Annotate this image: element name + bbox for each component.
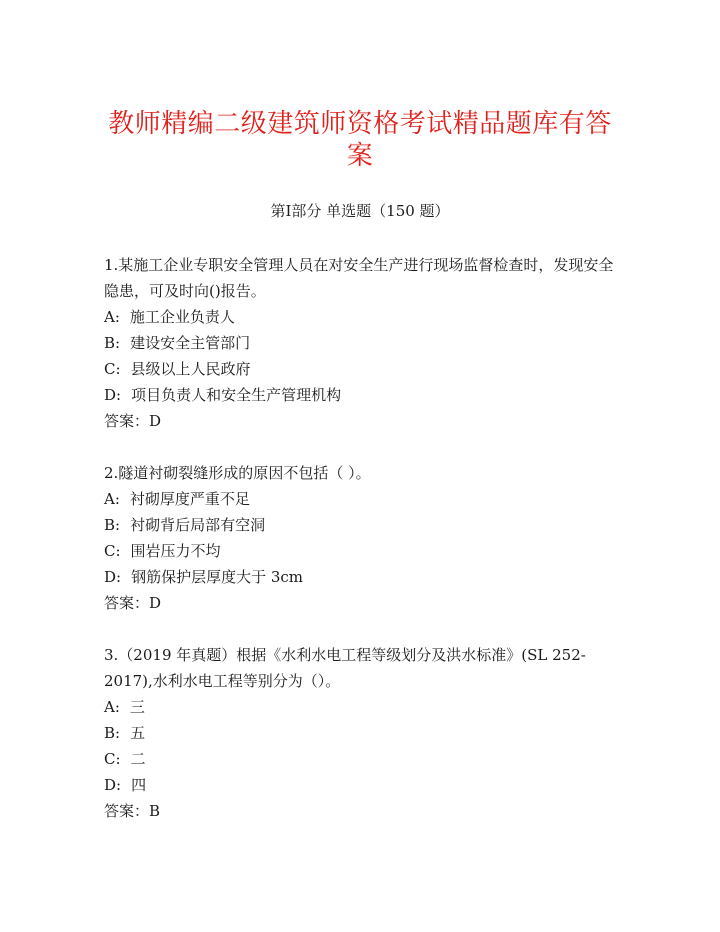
option-text: 县级以上人民政府 — [130, 360, 251, 378]
option-text: 施工企业负责人 — [129, 308, 235, 326]
answer-value: D — [149, 594, 162, 612]
option-b — [104, 512, 624, 538]
question-2 — [104, 460, 624, 616]
option-c — [104, 746, 624, 772]
option-key: D: — [104, 776, 122, 794]
question-list — [104, 252, 624, 850]
option-text: 衬砌背后局部有空洞 — [130, 516, 266, 534]
option-key: B: — [104, 516, 121, 534]
option-key: A: — [104, 308, 120, 326]
option-a — [104, 304, 624, 330]
option-d — [104, 772, 624, 798]
option-text: 围岩压力不均 — [130, 542, 221, 560]
question-3 — [104, 642, 624, 824]
option-key: C: — [104, 360, 121, 378]
option-key: A: — [104, 698, 120, 716]
option-text: 五 — [130, 724, 146, 742]
question-1 — [104, 252, 624, 434]
option-text: 建设安全主管部门 — [130, 334, 251, 352]
document-title: 教师精编二级建筑师资格考试精品题库有答案 — [108, 109, 612, 171]
option-text: 项目负责人和安全生产管理机构 — [131, 386, 342, 404]
option-key: D: — [104, 568, 122, 586]
option-text: 四 — [131, 776, 147, 794]
answer-line — [104, 798, 624, 824]
question-stem: 3.（2019 年真题）根据《水利水电工程等级划分及洪水标准》(SL 252-2017),水利水电工程等别分为（）。 — [104, 646, 586, 690]
answer-label: 答案： — [104, 594, 150, 612]
option-key: C: — [104, 750, 121, 768]
answer-label: 答案： — [104, 412, 150, 430]
option-a — [104, 486, 624, 512]
option-text: 钢筋保护层厚度大于 3cm — [131, 568, 304, 586]
option-text: 二 — [130, 750, 146, 768]
answer-value: D — [149, 412, 162, 430]
answer-line — [104, 590, 624, 616]
option-d — [104, 382, 624, 408]
option-text: 衬砌厚度严重不足 — [129, 490, 250, 508]
option-key: B: — [104, 334, 121, 352]
question-stem: 1.某施工企业专职安全管理人员在对安全生产进行现场监督检查时，发现安全隐患，可及时向()报告。 — [104, 256, 614, 300]
option-key: D: — [104, 386, 122, 404]
option-key: B: — [104, 724, 121, 742]
option-d — [104, 564, 624, 590]
option-key: A: — [104, 490, 120, 508]
question-stem: 2.隧道衬砌裂缝形成的原因不包括（ ）。 — [104, 464, 371, 482]
option-c — [104, 356, 624, 382]
answer-value: B — [149, 802, 161, 820]
section-heading: 第Ⅰ部分 单选题（150 题） — [270, 202, 450, 220]
option-b — [104, 330, 624, 356]
answer-label: 答案： — [104, 802, 150, 820]
option-key: C: — [104, 542, 121, 560]
option-c — [104, 538, 624, 564]
option-a — [104, 694, 624, 720]
answer-line — [104, 408, 624, 434]
option-b — [104, 720, 624, 746]
option-text: 三 — [129, 698, 145, 716]
